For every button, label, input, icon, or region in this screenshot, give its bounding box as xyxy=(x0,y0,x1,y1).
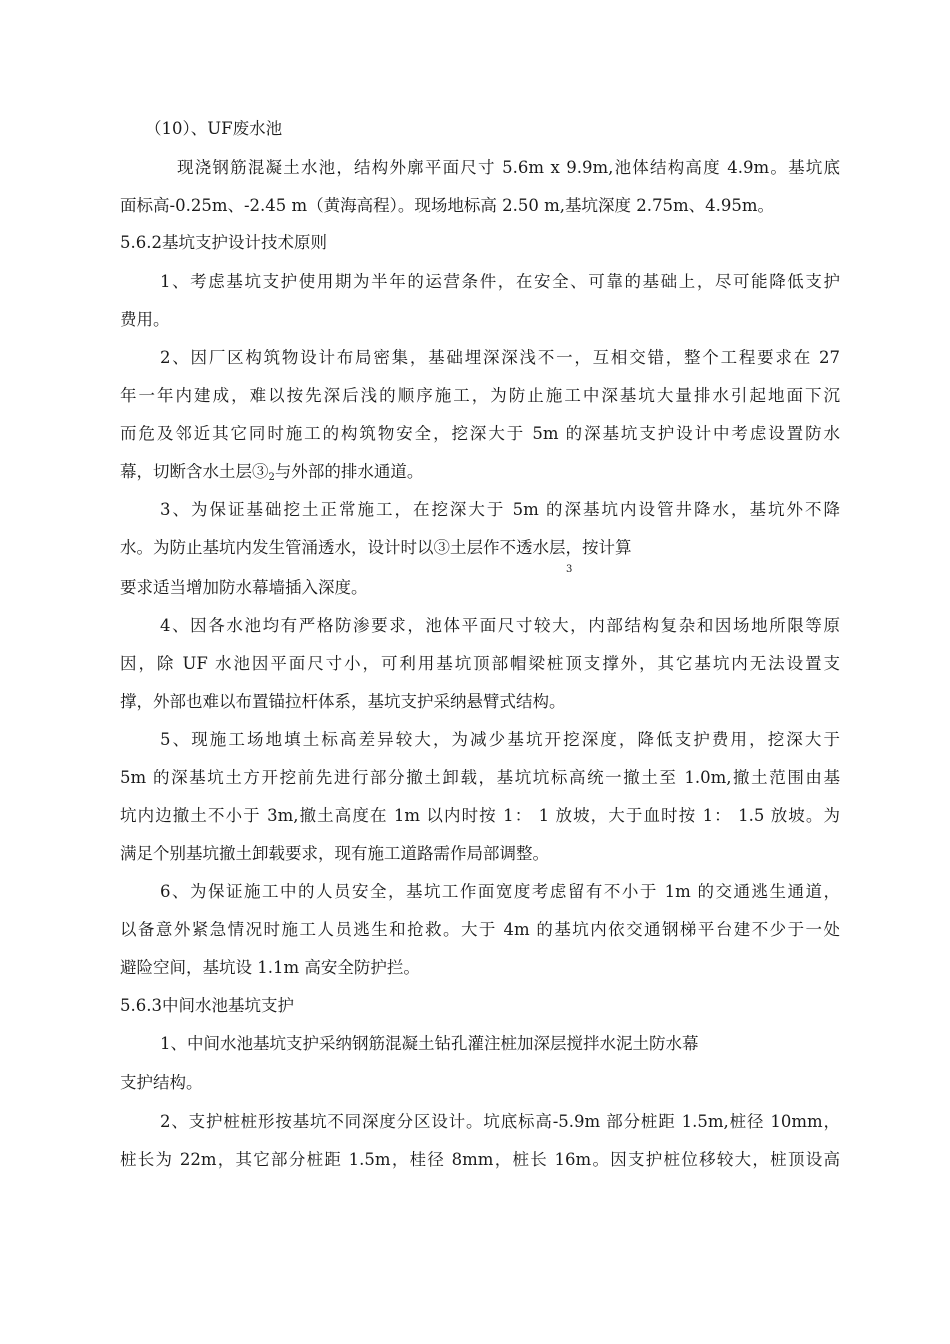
paragraph-line: 3、为保证基础挖土正常施工，在挖深大于 5m 的深基坑内设管井降水，基坑外不降 xyxy=(160,500,840,519)
paragraph-line: 5m 的深基坑土方开挖前先进行部分撤土卸载，基坑坑标高统一撤土至 1.0m,撤土范围由基 xyxy=(120,768,840,787)
paragraph-line: 面标高-0.25m、-2.45 m（黄海高程）。现场地标高 2.50 m,基坑深度 2.75m、4.95m。 xyxy=(120,196,775,215)
paragraph-line: 撑，外部也难以布置锚拉杆体系，基坑支护采纳悬臂式结构。 xyxy=(120,692,566,711)
paragraph-line: 要求适当增加防水幕墙插入深度。 xyxy=(120,578,368,597)
paragraph-line: 费用。 xyxy=(120,310,170,329)
paragraph-line: 满足个别基坑撤土卸载要求，现有施工道路需作局部调整。 xyxy=(120,844,549,863)
paragraph-line: 2、支护桩桩形按基坑不同深度分区设计。坑底标高-5.9m 部分桩距 1.5m,桩径 10mm， xyxy=(160,1112,840,1131)
paragraph-line: 以备意外紧急情况时施工人员逃生和抢救。大于 4m 的基坑内依交通钢梯平台建不少于一处 xyxy=(120,920,840,939)
paragraph-line: 2、因厂区构筑物设计布局密集，基础埋深深浅不一，互相交错，整个工程要求在 27 xyxy=(160,348,840,367)
section-title-5-6-2: 5.6.2基坑支护设计技术原则 xyxy=(120,233,327,252)
paragraph-line: 桩长为 22m，其它部分桩距 1.5m，桂径 8mm，桩长 16m。因支护桩位移较大，桩顶设高 xyxy=(120,1150,840,1169)
paragraph-line xyxy=(120,461,423,489)
paragraph-line: 坑内边撤土不小于 3m,撤土高度在 1m 以内时按 1： 1 放坡，大于血时按 1： 1.5 放坡。为 xyxy=(120,806,840,825)
paragraph-line: 4、因各水池均有严格防渗要求，池体平面尺寸较大，内部结构复杂和因场地所限等原 xyxy=(160,616,840,635)
paragraph-line: 支护结构。 xyxy=(120,1073,203,1092)
text-run: 幕，切断含水土层③ xyxy=(120,462,269,481)
paragraph-line: 1、中间水池基坑支护采纳钢筋混凝土钻孔灌注桩加深层搅拌水泥土防水幕 xyxy=(160,1034,699,1053)
text-run: 与外部的排水通道。 xyxy=(274,462,424,481)
paragraph-line: 现浇钢筋混凝土水池，结构外廓平面尺寸 5.6m x 9.9m,池体结构高度 4.9m。基坑底 xyxy=(177,158,840,177)
paragraph-line: 而危及邻近其它同时施工的构筑物安全，挖深大于 5m 的深基坑支护设计中考虑设置防水 xyxy=(120,424,840,443)
page-number: 3 xyxy=(566,564,573,575)
paragraph-line: 1、考虑基坑支护使用期为半年的运营条件，在安全、可靠的基础上，尽可能降低支护 xyxy=(160,272,840,291)
subscript: 2 xyxy=(268,472,275,483)
paragraph-line: 6、为保证施工中的人员安全，基坑工作面宽度考虑留有不小于 1m 的交通逃生通道， xyxy=(160,882,840,901)
paragraph-line: 避险空间，基坑设 1.1m 高安全防护拦。 xyxy=(120,958,420,977)
section-heading-uf-pool: （10）、UF废水池 xyxy=(145,119,283,138)
section-title-5-6-3: 5.6.3中间水池基坑支护 xyxy=(120,996,294,1015)
paragraph-line: 水。为防止基坑内发生管涌透水，设计时以③土层作不透水层，按计算 xyxy=(120,538,632,557)
paragraph-line: 5、现施工场地填土标高差异较大，为减少基坑开挖深度，降低支护费用，挖深大于 xyxy=(160,730,840,749)
paragraph-line: 年一年内建成，难以按先深后浅的顺序施工，为防止施工中深基坑大量排水引起地面下沉 xyxy=(120,386,840,405)
paragraph-line: 因，除 UF 水池因平面尺寸小，可利用基坑顶部帽梁桩顶支撑外，其它基坑内无法设置支 xyxy=(120,654,840,673)
